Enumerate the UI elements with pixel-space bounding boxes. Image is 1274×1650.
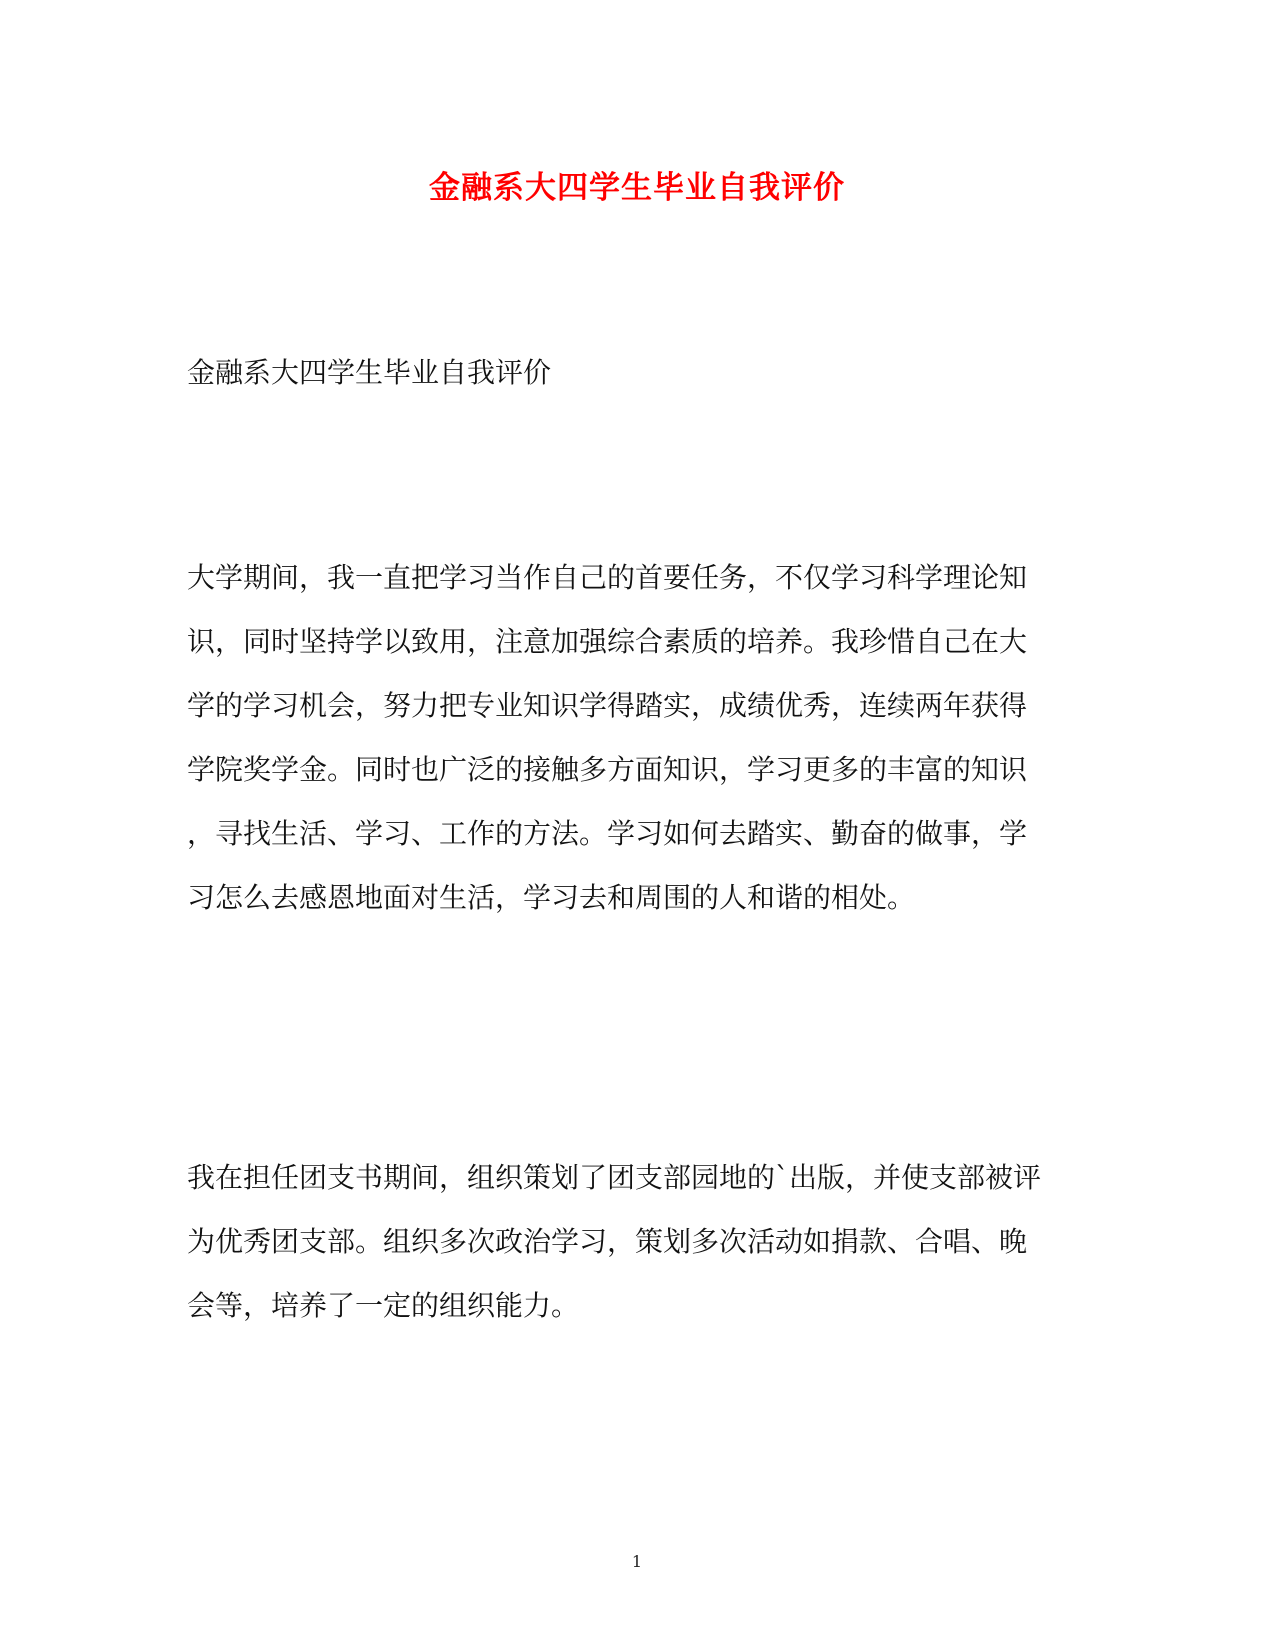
paragraph-line: 会等，培养了一定的组织能力。 bbox=[187, 1289, 580, 1322]
paragraph-line: 我在担任团支书期间，组织策划了团支部园地的`出版，并使支部被评 bbox=[187, 1161, 1042, 1194]
paragraph-league-secretary bbox=[187, 1146, 1041, 1338]
paragraph-line: 识，同时坚持学以致用，注意加强综合素质的培养。我珍惜自己在大 bbox=[187, 625, 1028, 658]
paragraph-study bbox=[187, 546, 1027, 930]
paragraph-line: 为优秀团支部。组织多次政治学习，策划多次活动如捐款、合唱、晚 bbox=[187, 1225, 1028, 1258]
document-subtitle: 金融系大四学生毕业自我评价 bbox=[187, 356, 552, 389]
paragraph-line: 学院奖学金。同时也广泛的接触多方面知识，学习更多的丰富的知识 bbox=[187, 753, 1028, 786]
paragraph-line: 习怎么去感恩地面对生活，学习去和周围的人和谐的相处。 bbox=[187, 881, 916, 914]
paragraph-line: 大学期间，我一直把学习当作自己的首要任务，不仅学习科学理论知 bbox=[187, 561, 1028, 594]
document-title: 金融系大四学生毕业自我评价 bbox=[429, 170, 845, 206]
page-number: 1 bbox=[631, 1552, 643, 1571]
paragraph-line: 学的学习机会，努力把专业知识学得踏实，成绩优秀，连续两年获得 bbox=[187, 689, 1028, 722]
paragraph-line: ，寻找生活、学习、工作的方法。学习如何去踏实、勤奋的做事，学 bbox=[187, 817, 1028, 850]
